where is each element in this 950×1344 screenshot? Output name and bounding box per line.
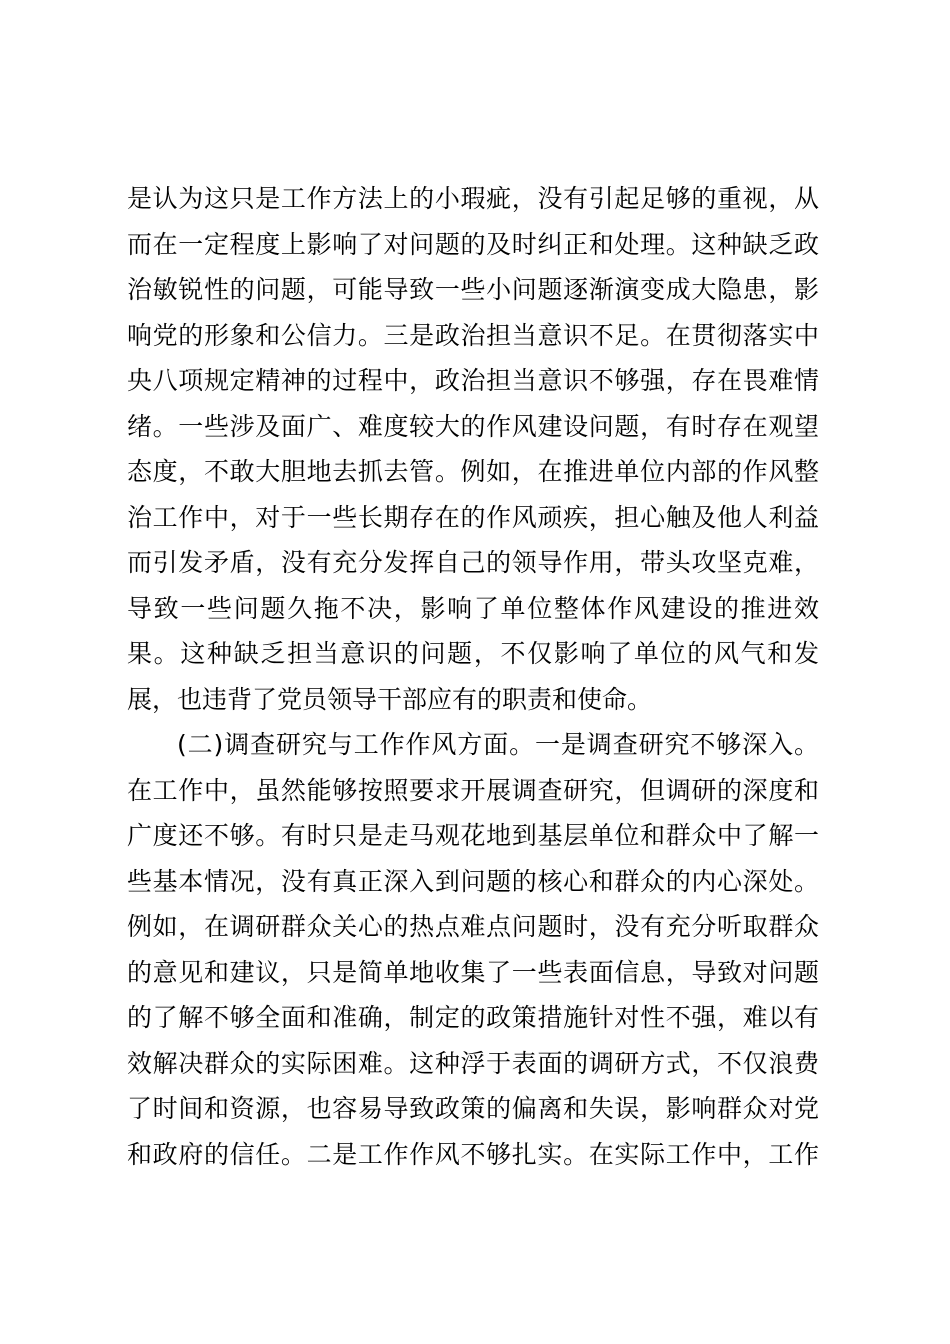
body-text — [127, 176, 819, 1177]
text-line: 展，也违背了党员领导干部应有的职责和使命。 — [127, 684, 653, 714]
text-line: 和政府的信任。二是工作作风不够扎实。在实际工作中，工作 — [127, 1139, 819, 1169]
text-line: 广度还不够。有时只是走马观花地到基层单位和群众中了解一 — [127, 821, 819, 850]
text-line: 的意见和建议，只是简单地收集了一些表面信息，导致对问题 — [127, 957, 819, 987]
text-line: 效解决群众的实际困难。这种浮于表面的调研方式，不仅浪费 — [127, 1048, 819, 1078]
text-line: 导致一些问题久拖不决，影响了单位整体作风建设的推进效 — [127, 593, 819, 623]
text-line: 央八项规定精神的过程中，政治担当意识不够强，存在畏难情 — [127, 366, 819, 395]
text-line: 例如，在调研群众关心的热点难点问题时，没有充分听取群众 — [127, 912, 819, 941]
text-line: 了时间和资源，也容易导致政策的偏离和失误，影响群众对党 — [127, 1094, 819, 1123]
text-line: 治敏锐性的问题，可能导致一些小问题逐渐演变成大隐患，影 — [127, 275, 819, 304]
text-line: 而引发矛盾，没有充分发挥自己的领导作用，带头攻坚克难， — [127, 548, 819, 577]
text-line: 响党的形象和公信力。三是政治担当意识不足。在贯彻落实中 — [127, 320, 819, 350]
section-heading-line: (二)调查研究与工作作风方面。一是调查研究不够深入。 — [177, 730, 819, 759]
text-line: 果。这种缺乏担当意识的问题，不仅影响了单位的风气和发 — [127, 639, 819, 668]
text-line: 的了解不够全面和准确，制定的政策措施针对性不强，难以有 — [127, 1003, 819, 1032]
text-line: 是认为这只是工作方法上的小瑕疵，没有引起足够的重视，从 — [127, 184, 819, 213]
text-line: 些基本情况，没有真正深入到问题的核心和群众的内心深处。 — [127, 866, 819, 896]
text-line: 态度，不敢大胆地去抓去管。例如，在推进单位内部的作风整 — [127, 457, 819, 486]
text-line: 治工作中，对于一些长期存在的作风顽疾，担心触及他人利益 — [127, 502, 819, 532]
text-line: 在工作中，虽然能够按照要求开展调查研究，但调研的深度和 — [127, 775, 819, 805]
text-line: 而在一定程度上影响了对问题的及时纠正和处理。这种缺乏政 — [127, 229, 819, 259]
text-line: 绪。一些涉及面广、难度较大的作风建设问题，有时存在观望 — [127, 411, 819, 441]
